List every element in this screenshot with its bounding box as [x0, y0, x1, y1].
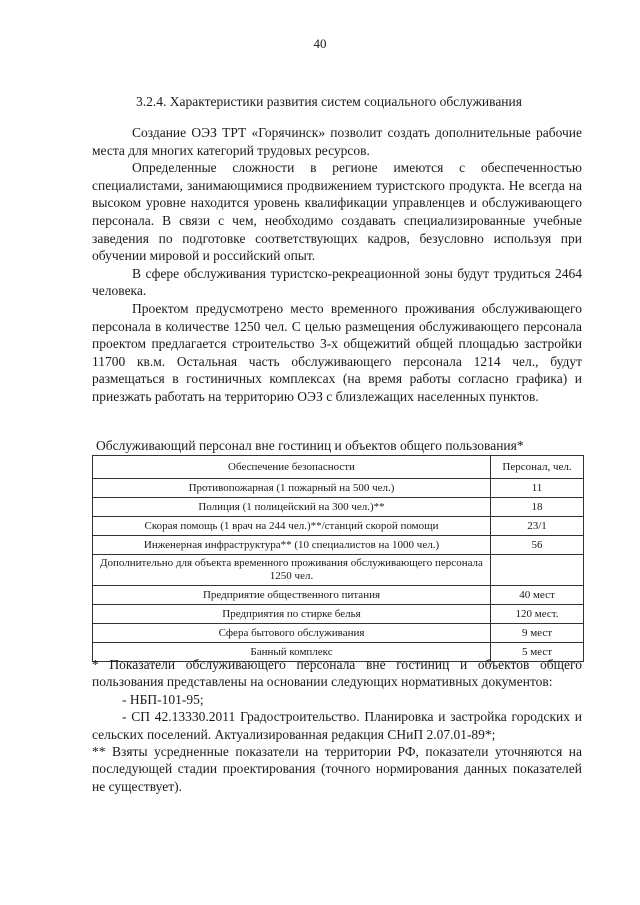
- footnote-doc: - НБП-101-95;: [122, 691, 204, 707]
- table-row: [93, 498, 584, 517]
- table-cell: Полиция (1 полицейский на 300 чел.)**: [93, 498, 491, 517]
- page-number: 40: [313, 36, 327, 51]
- table-caption: Обслуживающий персонал вне гостиниц и объектов общего пользования*: [96, 438, 524, 453]
- table-row: [93, 624, 584, 643]
- footnote: * Показатели обслуживающего персонала вне гостиниц и объектов общего пользования представлены на основании следующих нормативных документов:: [92, 657, 582, 690]
- paragraph: В сфере обслуживания туристско-рекреационной зоны будут трудиться 2464 человека.: [92, 265, 582, 299]
- table-cell: 5 мест: [491, 643, 584, 662]
- table-cell: [491, 555, 584, 586]
- table-cell: Предприятие общественного питания: [93, 586, 491, 605]
- paragraph: Создание ОЭЗ ТРТ «Горячинск» позволит создать дополнительные рабочие места для многих категорий трудовых ресурсов.: [92, 125, 582, 158]
- table-header-cell: Обеспечение безопасности: [93, 456, 491, 479]
- table-cell: 18: [491, 498, 584, 517]
- section-title: 3.2.4. Характеристики развития систем социального обслуживания: [136, 94, 522, 109]
- body-text: [92, 124, 582, 406]
- staff-table: [92, 455, 584, 662]
- table-row: [93, 479, 584, 498]
- table-row: [93, 605, 584, 624]
- table-cell: 11: [491, 479, 584, 498]
- table-cell: Дополнительно для объекта временного проживания обслуживающего персонала 1250 чел.: [93, 555, 491, 586]
- table-row: [93, 517, 584, 536]
- footnote: ** Взяты усредненные показатели на территории РФ, показатели уточняются на последующей стадии проектирования (точного нормирования данных показателей не существует).: [92, 744, 582, 794]
- table-cell: Инженерная инфраструктура** (10 специалистов на 1000 чел.): [93, 536, 491, 555]
- table-cell: Банный комплекс: [93, 643, 491, 662]
- table-cell: Предприятия по стирке белья: [93, 605, 491, 624]
- table-header-cell: Персонал, чел.: [491, 456, 584, 479]
- paragraph: Проектом предусмотрено место временного проживания обслуживающего персонала в количестве 1250 чел. С целью размещения обслуживающего персонала проектом предлагается строительство 3-х общежитий общей площадью застройки 11700 кв.м. Остальная часть обслуживающего персонала 1214 чел., будут размещаться в гостиничных комплексах (на время работы согласно графика) и приезжать работать на территорию ОЭЗ с близлежащих населенных пунктов.: [92, 300, 582, 404]
- table-cell: 9 мест: [491, 624, 584, 643]
- table-cell: 40 мест: [491, 586, 584, 605]
- paragraph: Определенные сложности в регионе имеются с обеспеченностью специалистами, занимающимися продвижением туристского продукта. Не всегда на высоком уровне находится уровень квалификации управленцев и обслуживающего персонала. В связи с чем, необходимо создавать специализированные учебные заведения по подготовке соответствующих кадров, безусловно используя при обучении мировой и российский опыт.: [92, 160, 582, 264]
- table-row: [93, 536, 584, 555]
- table-cell: 56: [491, 536, 584, 555]
- table-row: [93, 586, 584, 605]
- footnote-doc: - СП 42.13330.2011 Градостроительство. Планировка и застройка городских и сельских поселений. Актуализированная редакция СНиП 2.07.01-89*;: [92, 709, 582, 742]
- table-cell: Скорая помощь (1 врач на 244 чел.)**/станций скорой помощи: [93, 517, 491, 536]
- table-header-row: [93, 456, 584, 479]
- footnotes: [92, 656, 582, 795]
- table-cell: 120 мест.: [491, 605, 584, 624]
- table-row: [93, 555, 584, 586]
- table-cell: Противопожарная (1 пожарный на 500 чел.): [93, 479, 491, 498]
- table-cell: Сфера бытового обслуживания: [93, 624, 491, 643]
- table-cell: 23/1: [491, 517, 584, 536]
